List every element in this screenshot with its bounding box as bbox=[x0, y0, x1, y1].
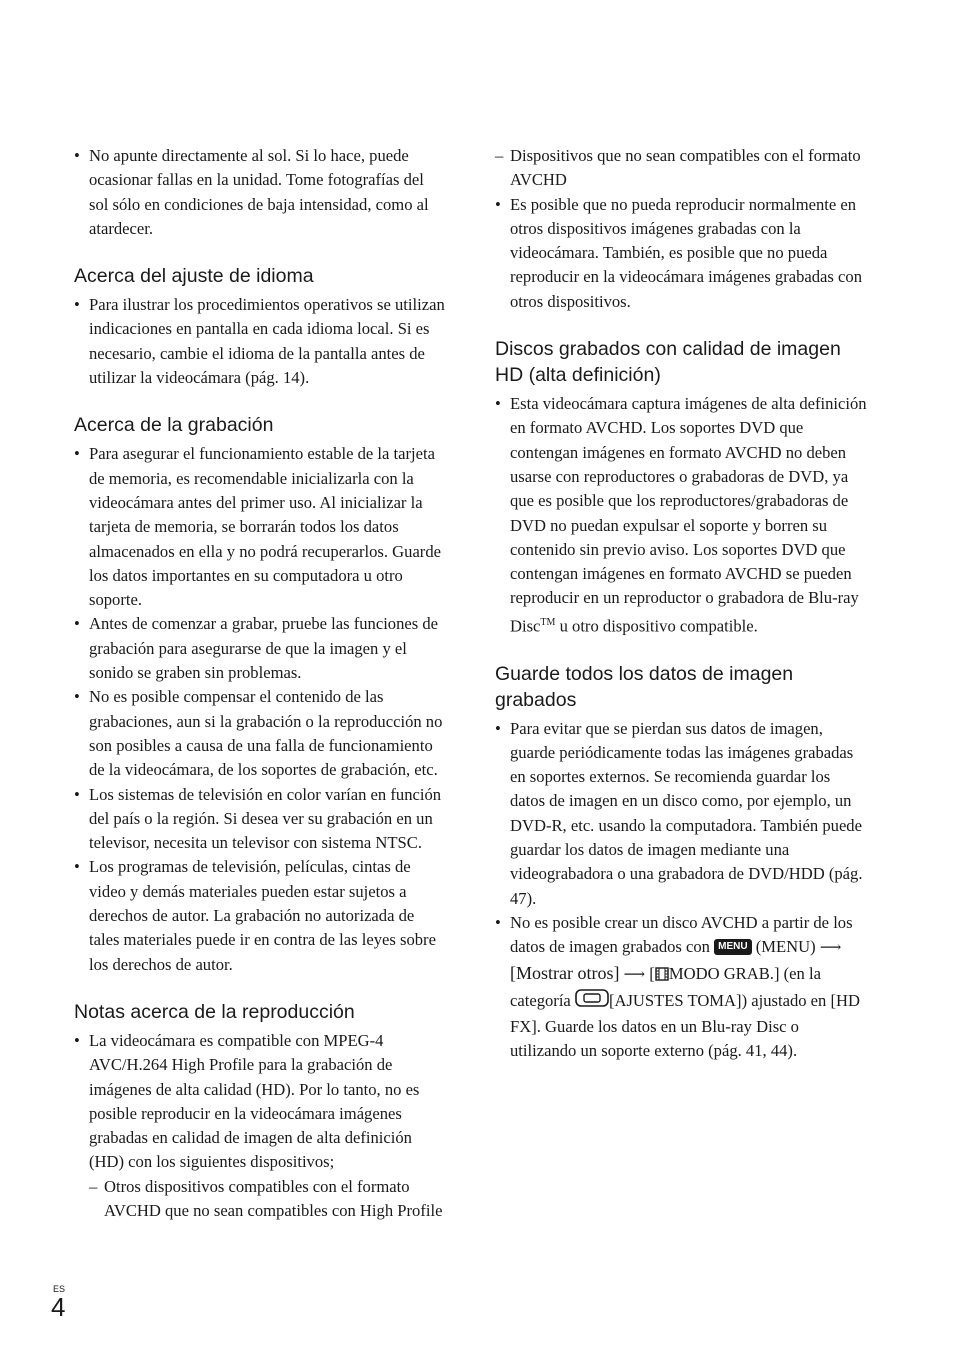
bullet-text: Los programas de televisión, películas, cintas de video y demás materiales pueden estar sujetos a derechos de autor. La grabación no autorizada de tales materiales puede ir en contra de las leyes sobre los derechos de autor. bbox=[89, 857, 436, 974]
dash-icon: – bbox=[495, 146, 504, 165]
arrow-right-icon: ⟶ bbox=[819, 940, 842, 957]
dash-text: Dispositivos que no sean compatibles con el formato AVCHD bbox=[510, 146, 861, 190]
camera-icon bbox=[575, 988, 609, 1015]
bullet-item bbox=[495, 392, 867, 639]
bullet-icon: • bbox=[74, 614, 80, 634]
bullet-item bbox=[74, 612, 446, 685]
page-language-label: ES bbox=[53, 1284, 66, 1294]
bullet-item bbox=[74, 855, 446, 976]
bullet-text-end: u otro dispositivo compatible. bbox=[555, 616, 758, 636]
bullet-icon: • bbox=[495, 912, 501, 932]
bullet-text: La videocámara es compatible con MPEG-4 AVC/H.264 High Profile para la grabación de imágenes de alta calidad (HD). Por lo tanto, no es posible reproducir en la videocámara imágenes grabadas en calidad de imagen de alta definición (HD) con los siguientes dispositivos; bbox=[89, 1030, 420, 1172]
right-column bbox=[495, 144, 867, 1064]
bullet-text: No es posible crear un disco AVCHD a partir de los datos de imagen grabados con bbox=[510, 912, 853, 957]
bullet-item bbox=[74, 783, 446, 856]
page-number: 4 bbox=[51, 1292, 66, 1322]
bullet-item bbox=[74, 442, 446, 612]
intro-bullet-item bbox=[74, 144, 446, 241]
bullet-text: No apunte directamente al sol. Si lo hace, puede ocasionar fallas en la unidad. Tome fotografías del sol sólo en condiciones de baja intensidad, como al atardecer. bbox=[89, 146, 429, 238]
bullet-icon: • bbox=[495, 394, 501, 414]
dash-item bbox=[74, 1175, 446, 1224]
bullet-icon: • bbox=[74, 687, 80, 707]
bullet-item bbox=[495, 717, 867, 911]
bullet-text: Antes de comenzar a grabar, pruebe las funciones de grabación para asegurarse de que la imagen y el sonido se graben sin problemas. bbox=[89, 614, 439, 683]
trademark-symbol: TM bbox=[540, 616, 556, 628]
bullet-text: Esta videocámara captura imágenes de alta definición en formato AVCHD. Los soportes DVD que contengan imágenes en formato AVCHD no deben usarse con reproductores o grabadoras de DVD, ya que es posible que los reproductores/grabadoras de DVD no puedan expulsar el soporte y borren su contenido sin previo aviso. Los soportes DVD que contengan imágenes en formato AVCHD se pueden reproducir en un reproductor o grabadora de Blu-ray Disc bbox=[510, 394, 867, 636]
section-heading-save-data: Guarde todos los datos de imagen grabados bbox=[495, 662, 794, 711]
section-heading-hd-discs: Discos grabados con calidad de imagen HD (alta definición) bbox=[495, 338, 841, 387]
section-heading-recording: Acerca de la grabación bbox=[74, 414, 274, 437]
dash-icon: – bbox=[89, 1176, 98, 1196]
bullet-text: (MENU) bbox=[751, 937, 820, 957]
bullet-text: [AJUSTES TOMA]) ajustado en [HD FX]. Guarde los datos en un Blu-ray Disc o utilizando un soporte externo (pág. 41, 44). bbox=[510, 990, 860, 1061]
bullet-icon: • bbox=[74, 784, 80, 804]
bullet-item bbox=[495, 193, 867, 314]
bullet-text: Para asegurar el funcionamiento estable de la tarjeta de memoria, es recomendable inicializarla con la videocámara antes del primer uso. Al inicializar la tarjeta de memoria, se borrarán todos los datos almacenados en ella y no podrá recuperarlos. Guarde los datos importantes en su computadora u otro soporte. bbox=[89, 444, 441, 610]
bullet-text: Para evitar que se pierdan sus datos de imagen, guarde periódicamente todas las imágenes grabadas en soportes externos. Se recomienda guardar los datos de imagen en un disco como, por ejemplo, un DVD-R, etc. usando la computadora. También puede guardar los datos de imagen mediante una videograbadora o una grabadora de DVD/HDD (pág. 47). bbox=[510, 718, 863, 908]
bullet-icon: • bbox=[495, 194, 501, 214]
film-icon bbox=[655, 964, 669, 988]
section-heading-playback: Notas acerca de la reproducción bbox=[74, 1000, 355, 1023]
bullet-text: No es posible compensar el contenido de las grabaciones, aun si la grabación o la reproducción no son posibles a causa de una falla de funcionamiento de la videocámara, de los soportes de grabación, etc. bbox=[89, 687, 443, 780]
bullet-item bbox=[74, 293, 446, 390]
menu-button-icon: MENU bbox=[714, 939, 751, 955]
bullet-icon: • bbox=[74, 1030, 80, 1050]
bullet-icon: • bbox=[74, 295, 80, 315]
bullet-text: [ bbox=[645, 963, 655, 983]
section-heading-language: Acerca del ajuste de idioma bbox=[74, 265, 314, 288]
bullet-text: MODO GRAB.] (en la categoría bbox=[510, 963, 821, 1010]
bullet-item bbox=[74, 685, 446, 782]
bullet-icon: • bbox=[74, 146, 80, 165]
bullet-icon: • bbox=[495, 718, 501, 738]
bullet-icon: • bbox=[74, 444, 80, 464]
arrow-right-icon: ⟶ bbox=[623, 966, 646, 983]
bullet-text: Es posible que no pueda reproducir normalmente en otros dispositivos imágenes grabadas con la videocámara. También, es posible que no pueda reproducir en la videocámara imágenes grabadas con otros dispositivos. bbox=[510, 194, 862, 311]
bullet-text: Los sistemas de televisión en color varían en función del país o la región. Si desea ver su grabación en un televisor, necesita un televisor con sistema NTSC. bbox=[89, 784, 442, 853]
left-column bbox=[74, 144, 446, 1223]
bullet-item bbox=[74, 1029, 446, 1175]
bullet-icon: • bbox=[74, 857, 80, 877]
dash-item bbox=[495, 144, 867, 193]
bullet-text: Para ilustrar los procedimientos operativos se utilizan indicaciones en pantalla en cada idioma local. Si es necesario, cambie el idioma de la pantalla antes de utilizar la videocámara (pág. 14). bbox=[89, 295, 445, 388]
bullet-item bbox=[495, 911, 867, 1064]
menu-path-item: [Mostrar otros] bbox=[510, 962, 620, 983]
dash-text: Otros dispositivos compatibles con el formato AVCHD que no sean compatibles con High Profile bbox=[104, 1176, 443, 1220]
